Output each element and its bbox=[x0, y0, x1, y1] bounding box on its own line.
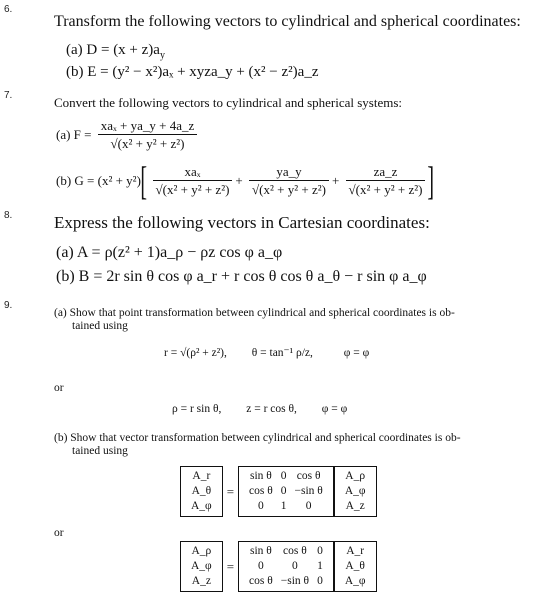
problem-8-number: 8. bbox=[4, 210, 13, 221]
problem-6-b-expr: (y² − x²)aₓ + xyza_y + (x² − z²)a_z bbox=[112, 64, 319, 80]
close-bracket: ] bbox=[427, 158, 435, 203]
problem-7-part-a bbox=[56, 118, 200, 152]
problem-7-b-term2-num: ya_y bbox=[276, 164, 302, 179]
problem-9-a-line1: (a) Show that point transformation between cylindrical and spherical coordinates is ob- bbox=[54, 307, 455, 319]
m1-rhs-2: A_z bbox=[345, 500, 365, 512]
m1-cell: sin θ bbox=[250, 470, 272, 482]
problem-7-a-fraction bbox=[98, 118, 198, 152]
m2-lhs-vector bbox=[180, 541, 223, 592]
m2-matrix bbox=[238, 541, 334, 592]
problem-7-b-term3-den: √(x² + y² + z²) bbox=[346, 180, 426, 198]
problem-9-a-line2: tained using bbox=[72, 320, 128, 332]
problem-9-eq2 bbox=[172, 403, 347, 415]
m1-cell: 1 bbox=[280, 500, 287, 512]
problem-9-eq1 bbox=[164, 345, 369, 359]
m1-rhs-1: A_φ bbox=[344, 485, 366, 497]
problem-6-part-b bbox=[66, 64, 318, 81]
eq2-phi: φ = φ bbox=[321, 403, 348, 415]
m2-lhs-1: A_φ bbox=[191, 560, 212, 572]
open-bracket: [ bbox=[140, 158, 147, 203]
eq1-r: r = √(ρ² + z²), bbox=[164, 347, 227, 359]
problem-7-b-term3 bbox=[346, 164, 426, 198]
m1-cell: 0 bbox=[258, 500, 264, 512]
m2-rhs-1: A_θ bbox=[345, 560, 365, 572]
problem-7-prompt: Convert the following vectors to cylindrical and spherical systems: bbox=[54, 95, 403, 110]
problem-7-b-term2-den: √(x² + y² + z²) bbox=[249, 180, 329, 198]
m1-cell: cos θ bbox=[296, 470, 321, 482]
problem-7-number: 7. bbox=[4, 90, 13, 101]
problem-7-a-label: (a) F = bbox=[56, 127, 92, 142]
m1-cell: 0 bbox=[305, 500, 312, 512]
m2-cell: −sin θ bbox=[280, 575, 310, 587]
or-label-1: or bbox=[54, 382, 64, 394]
m2-cell: cos θ bbox=[283, 545, 307, 557]
m2-lhs-2: A_z bbox=[191, 575, 211, 587]
m1-cell: 0 bbox=[280, 485, 287, 497]
problem-7-b-term2 bbox=[249, 164, 329, 198]
m1-lhs-vector bbox=[180, 466, 223, 517]
problem-7-b-term1-den: √(x² + y² + z²) bbox=[153, 180, 233, 198]
problem-7-a-denominator: √(x² + y² + z²) bbox=[98, 134, 198, 152]
eq1-theta: θ = tan⁻¹ ρ/z, bbox=[251, 347, 313, 359]
problem-7-b-term1-num: xaₓ bbox=[184, 164, 201, 179]
m1-matrix bbox=[238, 466, 334, 517]
problem-8-part-a: (a) A = ρ(z² + 1)a_ρ − ρz cos φ a_φ bbox=[56, 244, 283, 261]
m2-cell: 0 bbox=[292, 560, 298, 572]
m2-rhs-2: A_φ bbox=[344, 575, 366, 587]
problem-7-b-label: (b) G = (x² + y²) bbox=[56, 173, 141, 188]
problem-7-b-term3-num: za_z bbox=[373, 164, 398, 179]
m1-cell: cos θ bbox=[249, 485, 273, 497]
problem-7-part-b: (b) G = (x² + y²)[ $\frac{\text{xaₓ}}{\text{√(x² + y² + z²)}}$ + $\frac{ya\_y}{\text{√(x² + y² + z²)}}$ + $\frac{za\_z}{\text{√(x² + y² + z²)}}$ ] bbox=[56, 158, 435, 203]
m2-lhs-0: A_ρ bbox=[191, 545, 212, 557]
problem-9-b-line1: (b) Show that vector transformation between cylindrical and spherical coordinates is ob- bbox=[54, 432, 461, 444]
problem-6-part-a bbox=[66, 42, 165, 61]
problem-6-a-text: (a) D = (x + z)a bbox=[66, 42, 160, 58]
m1-lhs-2: A_φ bbox=[191, 500, 212, 512]
problem-9-number: 9. bbox=[4, 300, 13, 311]
m2-rhs-vector bbox=[334, 541, 377, 592]
matrix-equation-2: A_ρ A_φ A_z=sin θ cos θ 0 0 0 1 cos θ −sin θ 0A_r A_θ A_φ bbox=[180, 541, 377, 592]
m1-rhs-0: A_ρ bbox=[345, 470, 366, 482]
problem-7-b-term1 bbox=[153, 164, 233, 198]
problem-9-b-line2: tained using bbox=[72, 445, 128, 457]
m2-cell: 0 bbox=[258, 560, 264, 572]
problem-8-prompt: Express the following vectors in Cartesian coordinates: bbox=[54, 213, 430, 232]
m2-cell: 0 bbox=[317, 575, 323, 587]
or-label-2: or bbox=[54, 527, 64, 539]
m2-cell: cos θ bbox=[249, 575, 273, 587]
m1-lhs-0: A_r bbox=[192, 470, 211, 482]
m2-cell: sin θ bbox=[250, 545, 272, 557]
eq2-rho: ρ = r sin θ, bbox=[172, 403, 222, 415]
problem-6-number: 6. bbox=[4, 4, 13, 15]
m1-cell: 0 bbox=[280, 470, 287, 482]
m2-rhs-0: A_r bbox=[346, 545, 365, 557]
problem-6-prompt: Transform the following vectors to cylindrical and spherical coordinates: bbox=[54, 13, 521, 30]
problem-8-part-b: (b) B = 2r sin θ cos φ a_r + r cos θ cos θ a_θ − r sin φ a_φ bbox=[56, 268, 427, 285]
m1-rhs-vector bbox=[334, 466, 377, 517]
problem-6-b-label: (b) E = bbox=[66, 64, 113, 80]
eq2-z: z = r cos θ, bbox=[246, 403, 297, 415]
eq1-phi: φ = φ bbox=[343, 347, 370, 359]
problem-7-a-numerator: xaₓ + ya_y + 4a_z bbox=[100, 118, 195, 133]
m1-cell: −sin θ bbox=[294, 485, 323, 497]
m1-lhs-1: A_θ bbox=[191, 485, 212, 497]
matrix-equation-1: A_r A_θ A_φ=sin θ 0 cos θ cos θ 0 −sin θ 0 1 0A_ρ A_φ A_z bbox=[180, 466, 377, 517]
problem-6-a-subscript: y bbox=[159, 50, 165, 61]
m2-cell: 1 bbox=[317, 560, 323, 572]
m2-cell: 0 bbox=[317, 545, 323, 557]
